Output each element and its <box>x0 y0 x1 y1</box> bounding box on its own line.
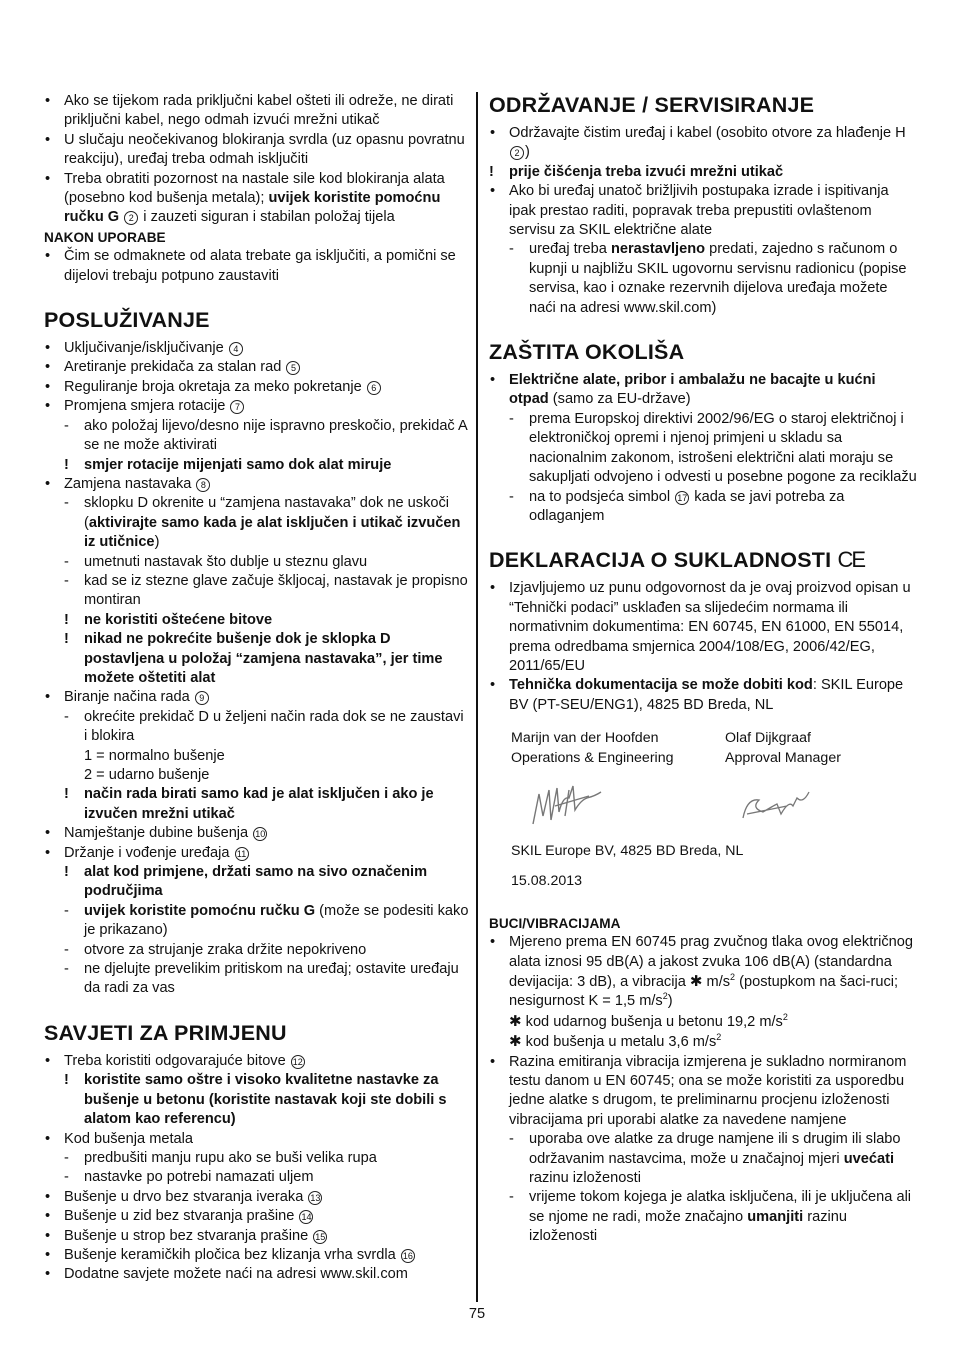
warning-item: ! alat kod primjene, držati samo na sivo označenim područjima <box>64 864 428 900</box>
list-item: • Mjereno prema EN 60745 prag zvučnog tlaka ovog električnog alata iznosi 95 dB(A) a jakost zvuka 106 dB(A) (standardna devijacija: 3 dB), a vibracija ✱ $m/s^2$ (postupkom na šaci-ruci; nesigurnost K = 1,5 $m/s^2$) ✱ kod udarnog bušenja u betonu 19,2 $m/s^2$ ✱ kod bušenja u metalu 3,6 $m/s^2$ <box>490 934 913 1051</box>
list-subitem: - umetnuti nastavak što dublje u steznu glavu <box>64 553 368 570</box>
ce-mark-icon: CE <box>837 547 864 573</box>
section-subtitle: BUCI/VIBRACIJAMA <box>489 915 621 931</box>
company-address: SKIL Europe BV, 4825 BD Breda, NL <box>511 842 744 859</box>
list-subitem: - ne djelujte prevelikim pritiskom na uređaj; ostavite uređaju da radi za vas <box>64 961 459 997</box>
list-item: • Razina emitiranja vibracija izmjerena je sukladno normiranom testu danom u EN 60745; ona se može koristiti za usporedbu jedne alatke s drugom, te preliminarnu procjenu izloženosti vibracijama pri uporabi alatke za navedene namjene <box>490 1053 907 1128</box>
warning-item: ! prije čišćenja treba izvući mrežni utikač <box>489 163 784 180</box>
warning-item: ! smjer rotacije mijenjati samo dok alat miruje <box>64 456 392 473</box>
list-item: • Bušenje keramičkih pločica bez klizanja vrha svrdla 16 <box>45 1246 413 1263</box>
list-subitem: - nastavke po potrebi namazati uljem <box>64 1169 314 1186</box>
list-item: • U slučaju neočekivanog blokiranja svrdla (uz opasnu povratnu reakciju), uređaj treba odmah isključiti <box>45 131 465 168</box>
section-title: POSLUŽIVANJE <box>44 308 210 333</box>
mode-option: 1 = normalno bušenje <box>84 747 225 764</box>
list-item: • Uključivanje/isključivanje 4 <box>44 339 470 358</box>
section-subtitle: NAKON UPORABE <box>44 229 166 245</box>
list-item: • Ako bi uređaj unatoč brižljivih postupaka izrade i ispitivanja ipak prestao raditi, popravak treba prepustiti ovlaštenom servisu za SKIL električne alate <box>490 183 889 239</box>
section-title: ZAŠTITA OKOLIŠA <box>489 340 685 365</box>
list-subitem: - okrećite prekidač D u željeni način rada dok se ne zaustavi i blokira <box>64 708 464 745</box>
list-subitem: - sklopku D okrenite u “zamjena nastavaka” dok ne uskoči (aktivirajte samo kada je alat isključen i utikač izvučen iz utičnice) <box>64 495 461 551</box>
list-subitem: - prema Europskoj direktivi 2002/96/EG o staroj električnoj i elektroničkoj opremi i njenoj primjeni u skladu sa nacionalnim zakonom, istrošeni električni alati moraju se sakupljati odvojeno i odvesti u posebne pogone za reciklažu <box>509 410 917 486</box>
list-subitem: - uporaba ove alatke za druge namjene ili s drugim ili slabo održavanim nastavcima, može u značajnoj mjeri uvećati razinu izloženosti <box>509 1131 901 1187</box>
list-item: • Kod bušenja metala <box>45 1130 193 1147</box>
list-item: • Čim se odmaknete od alata trebate ga isključiti, a pomični se dijelovi trebaju potpuno zaustaviti <box>45 248 456 284</box>
list-item: • Namještanje dubine bušenja 10 <box>45 825 266 842</box>
page-number: 75 <box>468 1306 486 1322</box>
signature-2-icon <box>737 784 817 828</box>
list-item: • Biranje načina rada 9 <box>44 688 470 707</box>
list-item: • Bušenje u drvo bez stvaranja iveraka 13 <box>45 1188 321 1205</box>
list-item: • Izjavljujemo uz punu odgovornost da je ovaj proizvod opisan u “Tehnički podaci” usklađen sa slijedećim normama ili normativnim dokumentima: EN 60745, EN 61000, EN 55014, prema odredbama smjernica 2004/108/EG, 2006/42/EG, 2011/65/EU <box>490 580 911 674</box>
list-item: • Održavajte čistim uređaj i kabel (osobito otvore za hlađenje H 2 ) <box>490 125 906 161</box>
section-title: DEKLARACIJA O SUKLADNOSTI CE <box>489 547 864 573</box>
list-item: • Tehnička dokumentacija se može dobiti kod: SKIL Europe BV (PT-SEU/ENG1), 4825 BD Breda, NL <box>490 677 904 713</box>
section-title: SAVJETI ZA PRIMJENU <box>44 1020 287 1045</box>
list-item: • Treba koristiti odgovarajuće bitove 12 <box>45 1052 303 1069</box>
declaration-date: 15.08.2013 <box>511 873 583 890</box>
signature-1-icon <box>529 776 609 832</box>
list-subitem: - na to podsjeća simbol 17 kada se javi potreba za odlaganjem <box>509 488 845 524</box>
list-item: • Treba obratiti pozornost na nastale sile kod blokiranja alata (posebno kod bušenja metala); uvijek koristite pomoćnu ručku G 2 i zauzeti siguran i stabilan položaj tijela <box>45 170 445 226</box>
warning-item: ! koristite samo oštre i visoko kvalitetne nastavke za bušenje u betonu (koristite nastavak koji ste dobili s alatom kao referencu) <box>64 1072 447 1128</box>
list-subitem: - otvore za strujanje zraka držite nepokriveno <box>64 941 367 958</box>
signatures <box>511 768 917 842</box>
left-column <box>44 92 470 1285</box>
list-subitem: - vrijeme tokom kojega je alatka isključena, ili je uključena ali se njome ne radi, može značajno umanjiti razinu izloženosti <box>509 1189 912 1245</box>
signatory-1: Marijn van der Hoofden Operations & Engineering <box>511 730 674 766</box>
list-item: • Električne alate, pribor i ambalažu ne bacajte u kućni otpad (samo za EU-države) <box>490 372 876 408</box>
list-subitem: - kad se iz stezne glave začuje škljocaj, nastavak je propisno montiran <box>64 572 468 609</box>
mode-option: 2 = udarno bušenje <box>84 767 210 783</box>
list-item: • Zamjena nastavaka 8 <box>44 475 470 494</box>
list-item: • Dodatne savjete možete naći na adresi www.skil.com <box>45 1266 408 1283</box>
list-subitem: - ako položaj lijevo/desno nije ispravno preskočio, prekidač A se ne može aktivirati <box>64 417 467 454</box>
list-item: • Bušenje u zid bez stvaranja prašine 14 <box>45 1208 312 1225</box>
list-item: • Reguliranje broja okretaja za meko pokretanje 6 <box>44 378 470 397</box>
warning-item: ! nikad ne pokrećite bušenje dok je sklopka D postavljena u položaj “zamjena nastavaka”, jer time možete oštetiti alat <box>64 631 443 686</box>
signatories <box>489 729 917 768</box>
section-title: ODRŽAVANJE / SERVISIRANJE <box>489 93 815 117</box>
list-item: • Bušenje u strop bez stvaranja prašine 15 <box>45 1227 326 1244</box>
list-item: • Aretiranje prekidača za stalan rad 5 <box>44 358 470 377</box>
list-item: • Promjena smjera rotacije 7 <box>44 397 470 416</box>
warning-item: ! način rada birati samo kad je alat isključen i ako je izvučen mrežni utikač <box>64 786 434 822</box>
column-divider <box>476 92 478 1302</box>
list-subitem: - predbušiti manju rupu ako se buši velika rupa <box>64 1149 377 1166</box>
list-item: • Ako se tijekom rada priključni kabel ošteti ili odreže, ne dirati priključni kabel, nego odmah izvući mrežni utikač <box>45 93 454 129</box>
warning-item: ! ne koristiti oštećene bitove <box>64 611 273 628</box>
signatory-2: Olaf Dijkgraaf Approval Manager <box>725 730 841 766</box>
list-subitem: - uvijek koristite pomoćnu ručku G (može se podesiti kako je prikazano) <box>64 902 469 939</box>
list-item: • Držanje i vođenje uređaja 11 <box>44 844 470 863</box>
list-subitem: - uređaj treba nerastavljeno predati, zajedno s računom o kupnji u najbližu SKIL ugovornu servisnu radionicu (popise servisa, kao i oznake rezervnih dijelova uređaja možete naći na adresi www.skil.com) <box>509 241 907 316</box>
right-column <box>489 92 917 1247</box>
